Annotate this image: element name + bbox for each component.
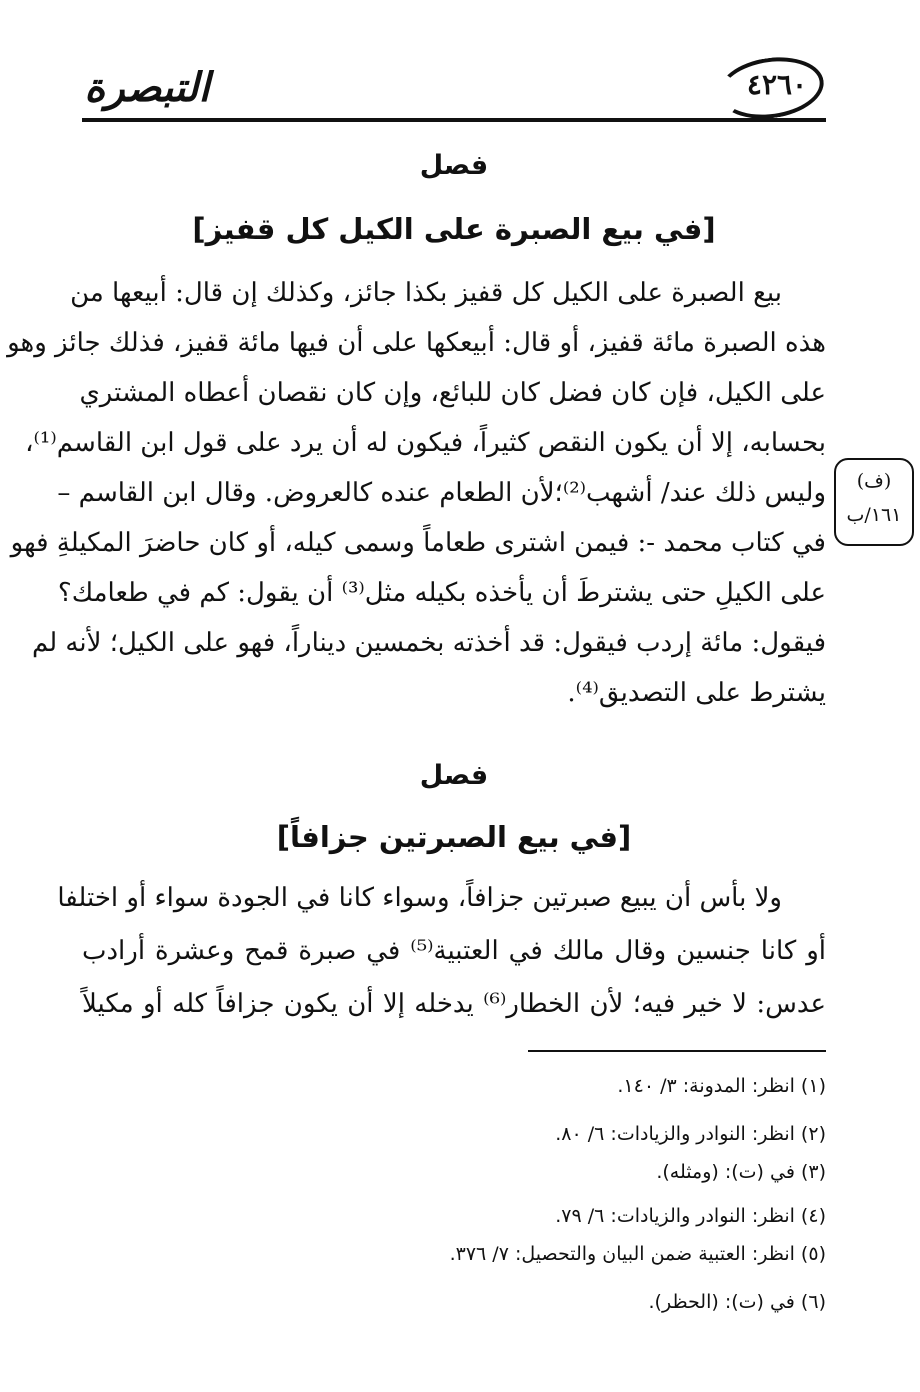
footnote-3: (٣) في (ت): (ومثله). — [656, 1161, 826, 1183]
page-number: ٤٢٦٠ — [746, 68, 808, 101]
text-line: فيقول: مائة إردب فيقول: قد أخذته بخمسين ديناراً، فهو على الكيل؛ لأنه لم — [31, 628, 826, 658]
section-1-paragraph — [7, 268, 826, 718]
footnote-5: (٥) انظر: العتبية ضمن البيان والتحصيل: ٧/ ٣٧٦. — [449, 1243, 826, 1265]
section-2-fasl: فصل — [419, 760, 489, 791]
header-rule — [82, 118, 826, 122]
footnote-rule — [528, 1050, 826, 1052]
footnote-2: (٢) انظر: النوادر والزيادات: ٦/ ٨٠. — [555, 1123, 826, 1145]
margin-note-line-2: ١٦١/ب — [846, 504, 902, 526]
text-line: يشترط على التصديق⁽⁴⁾. — [567, 678, 826, 708]
footnote-6: (٦) في (ت): (الحظر). — [648, 1291, 826, 1313]
text-line: بيع الصبرة على الكيل كل قفيز بكذا جائز، وكذلك إن قال: أبيعها من — [70, 278, 782, 308]
section-1-title: [في بيع الصبرة على الكيل كل قفيز] — [192, 212, 716, 246]
book-title: التبصرة — [84, 64, 210, 111]
footnote-4: (٤) انظر: النوادر والزيادات: ٦/ ٧٩. — [555, 1205, 826, 1227]
text-line: وليس ذلك عند/ أشهب⁽²⁾؛لأن الطعام عنده كالعروض. وقال ابن القاسم – — [57, 478, 826, 508]
text-line: ولا بأس أن يبيع صبرتين جزافاً، وسواء كانا في الجودة سواء أو اختلفا — [57, 883, 782, 913]
text-line: على الكيلِ حتى يشترطَ أن يأخذه بكيله مثل⁽³⁾ أن يقول: كم في طعامك؟ — [57, 578, 826, 608]
section-2-paragraph — [57, 872, 826, 1031]
text-line: على الكيل، فإن كان فضل كان للبائع، وإن كان نقصان أعطاه المشتري — [79, 378, 826, 408]
text-line: في كتاب محمد -: فيمن اشترى طعاماً وسمى كيله، أو كان حاضرَ المكيلةِ فهو — [10, 528, 826, 558]
section-2-title: [في بيع الصبرتين جزافاً] — [276, 820, 632, 854]
footnote-1: (١) انظر: المدونة: ٣/ ١٤٠. — [617, 1075, 826, 1097]
text-line: هذه الصبرة مائة قفيز، أو قال: أبيعكها على أن فيها مائة قفيز، فذلك جائز وهو — [7, 328, 826, 358]
margin-note-line-1: (ف) — [856, 470, 892, 492]
text-line: أو كانا جنسين وقال مالك في العتبية⁽⁵⁾ في صبرة قمح وعشرة أرادب — [82, 936, 826, 966]
text-line: عدس: لا خير فيه؛ لأن الخطار⁽⁶⁾ يدخله إلا أن يكون جزافاً كله أو مكيلاً — [82, 989, 826, 1019]
section-1-fasl: فصل — [419, 150, 489, 181]
text-line: بحسابه، إلا أن يكون النقص كثيراً، فيكون له أن يرد على قول ابن القاسم⁽¹⁾، — [25, 428, 826, 458]
